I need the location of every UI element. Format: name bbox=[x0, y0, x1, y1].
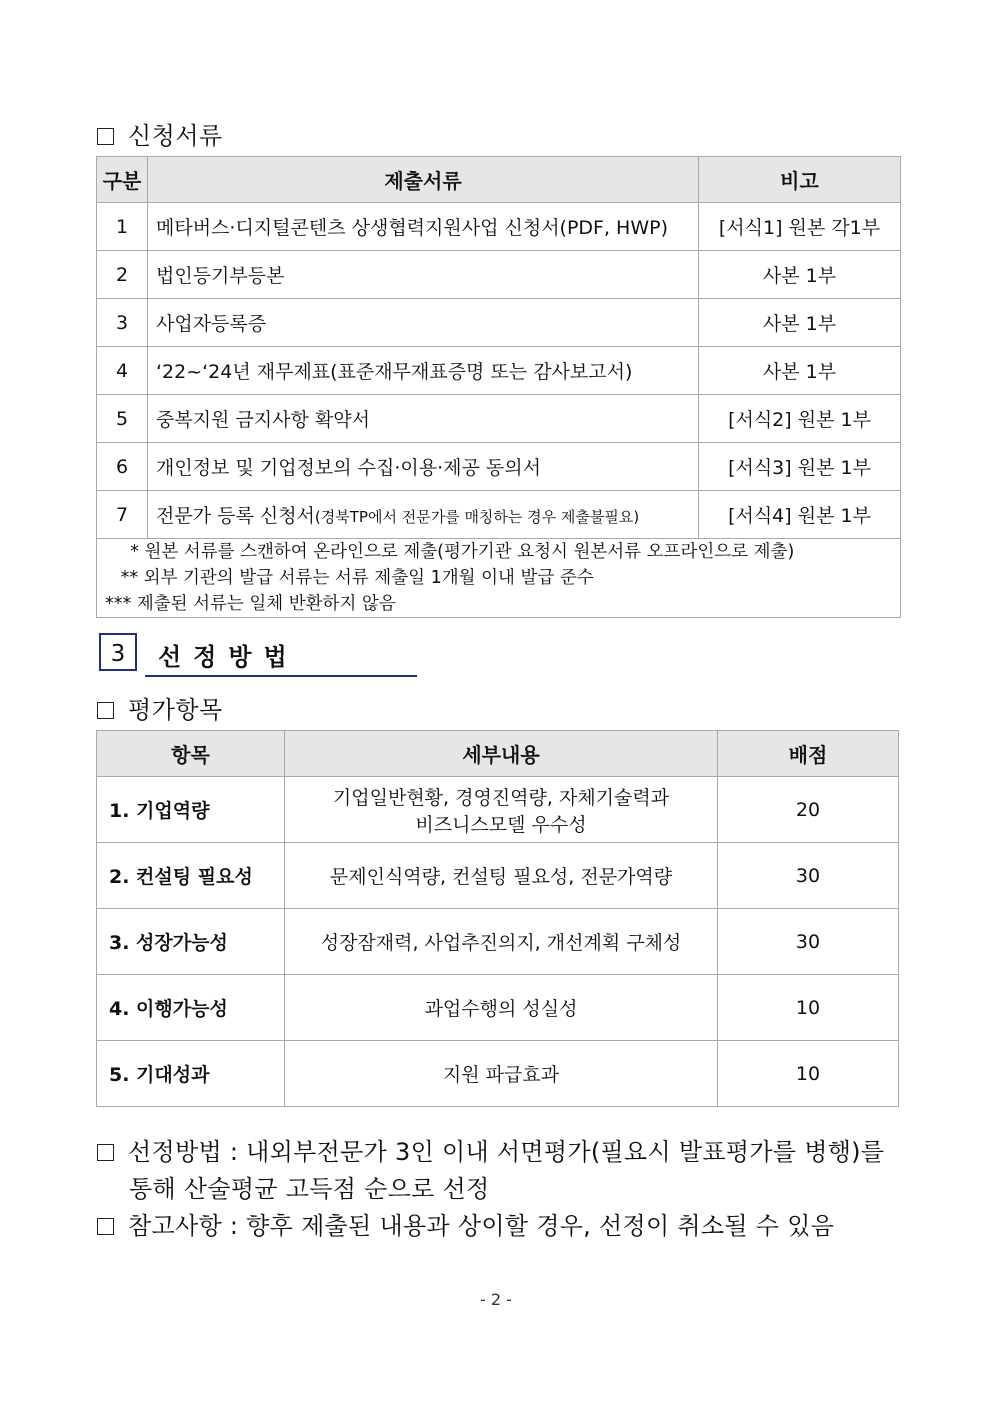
document-name-note: (경북TP에서 전문가를 매칭하는 경우 제출불필요) bbox=[314, 508, 640, 526]
evaluation-table bbox=[96, 730, 899, 1107]
document-name: 법인등기부등본 bbox=[148, 251, 699, 299]
detail-line: 기업일반현황, 경영진역량, 자체기술력과 bbox=[332, 786, 670, 809]
row-number: 2 bbox=[97, 251, 148, 299]
column-header: 비고 bbox=[699, 157, 901, 203]
evaluation-score: 30 bbox=[718, 843, 899, 909]
table-row bbox=[97, 491, 901, 539]
document-remark: [서식1] 원본 각1부 bbox=[699, 203, 901, 251]
evaluation-score: 10 bbox=[718, 975, 899, 1041]
evaluation-detail: 문제인식역량, 컨설팅 필요성, 전문가역량 bbox=[285, 843, 718, 909]
reference-note bbox=[97, 1206, 834, 1241]
documents-heading bbox=[97, 116, 223, 151]
evaluation-item: 2. 컨설팅 필요성 bbox=[97, 843, 285, 909]
table-row bbox=[97, 843, 899, 909]
row-number: 7 bbox=[97, 491, 148, 539]
evaluation-detail: 지원 파급효과 bbox=[285, 1041, 718, 1107]
evaluation-item: 4. 이행가능성 bbox=[97, 975, 285, 1041]
documents-heading-text: 신청서류 bbox=[128, 122, 223, 150]
checkbox-square-icon bbox=[97, 1218, 114, 1235]
documents-table-header bbox=[97, 157, 901, 203]
document-name: 메타버스·디지털콘텐츠 상생협력지원사업 신청서(PDF, HWP) bbox=[148, 203, 699, 251]
row-number: 1 bbox=[97, 203, 148, 251]
evaluation-detail: 성장잠재력, 사업추진의지, 개선계획 구체성 bbox=[285, 909, 718, 975]
selection-method-line1: 선정방법 : 내외부전문가 3인 이내 서면평가(필요시 발표평가를 병행)를 bbox=[128, 1138, 885, 1166]
table-row bbox=[97, 975, 899, 1041]
column-header: 구분 bbox=[97, 157, 148, 203]
section-title: 선정방법 bbox=[158, 643, 299, 671]
document-name bbox=[148, 491, 699, 539]
document-remark: [서식4] 원본 1부 bbox=[699, 491, 901, 539]
evaluation-detail: 과업수행의 성실성 bbox=[285, 975, 718, 1041]
notes-row bbox=[97, 539, 901, 618]
column-header: 제출서류 bbox=[148, 157, 699, 203]
document-remark: [서식2] 원본 1부 bbox=[699, 395, 901, 443]
evaluation-table-header bbox=[97, 731, 899, 777]
table-row bbox=[97, 909, 899, 975]
row-number: 4 bbox=[97, 347, 148, 395]
row-number: 6 bbox=[97, 443, 148, 491]
evaluation-item: 1. 기업역량 bbox=[97, 777, 285, 843]
note-line: * 원본 서류를 스캔하여 온라인으로 제출(평가기관 요청시 원본서류 오프라인으로 제출) bbox=[119, 542, 795, 562]
table-row bbox=[97, 443, 901, 491]
document-name: 개인정보 및 기업정보의 수집·이용·제공 동의서 bbox=[148, 443, 699, 491]
document-remark: 사본 1부 bbox=[699, 347, 901, 395]
column-header: 항목 bbox=[97, 731, 285, 777]
reference-text: 참고사항 : 향후 제출된 내용과 상이할 경우, 선정이 취소될 수 있음 bbox=[128, 1212, 835, 1240]
note-line: ** 외부 기관의 발급 서류는 서류 제출일 1개월 이내 발급 준수 bbox=[115, 568, 594, 588]
table-row bbox=[97, 777, 899, 843]
note-line: *** 제출된 서류는 일체 반환하지 않음 bbox=[105, 594, 396, 614]
evaluation-item: 3. 성장가능성 bbox=[97, 909, 285, 975]
document-name: 중복지원 금지사항 확약서 bbox=[148, 395, 699, 443]
table-row bbox=[97, 347, 901, 395]
document-name: ‘22~‘24년 재무제표(표준재무재표증명 또는 감사보고서) bbox=[148, 347, 699, 395]
selection-method-line2: 통해 산술평균 고득점 순으로 선정 bbox=[129, 1175, 490, 1203]
page-number: - 2 - bbox=[480, 1290, 512, 1309]
checkbox-square-icon bbox=[97, 1144, 114, 1161]
evaluation-score: 20 bbox=[718, 777, 899, 843]
table-row bbox=[97, 251, 901, 299]
evaluation-item: 5. 기대성과 bbox=[97, 1041, 285, 1107]
checkbox-square-icon bbox=[97, 702, 114, 719]
evaluation-detail bbox=[285, 777, 718, 843]
checkbox-square-icon bbox=[97, 128, 114, 145]
evaluation-heading bbox=[97, 690, 223, 725]
table-row bbox=[97, 1041, 899, 1107]
column-header: 배점 bbox=[718, 731, 899, 777]
section-underline bbox=[145, 675, 417, 677]
evaluation-score: 10 bbox=[718, 1041, 899, 1107]
table-row bbox=[97, 395, 901, 443]
notes-cell bbox=[97, 539, 901, 618]
selection-method bbox=[97, 1132, 884, 1167]
row-number: 5 bbox=[97, 395, 148, 443]
document-name: 사업자등록증 bbox=[148, 299, 699, 347]
document-remark: 사본 1부 bbox=[699, 251, 901, 299]
table-row bbox=[97, 299, 901, 347]
column-header: 세부내용 bbox=[285, 731, 718, 777]
documents-table bbox=[96, 156, 901, 618]
row-number: 3 bbox=[97, 299, 148, 347]
evaluation-heading-text: 평가항목 bbox=[128, 696, 223, 724]
document-remark: [서식3] 원본 1부 bbox=[699, 443, 901, 491]
evaluation-score: 30 bbox=[718, 909, 899, 975]
table-row bbox=[97, 203, 901, 251]
section-number: 3 bbox=[99, 633, 137, 671]
document-name-text: 전문가 등록 신청서 bbox=[156, 505, 315, 527]
document-remark: 사본 1부 bbox=[699, 299, 901, 347]
detail-line: 비즈니스모델 우수성 bbox=[415, 813, 587, 836]
